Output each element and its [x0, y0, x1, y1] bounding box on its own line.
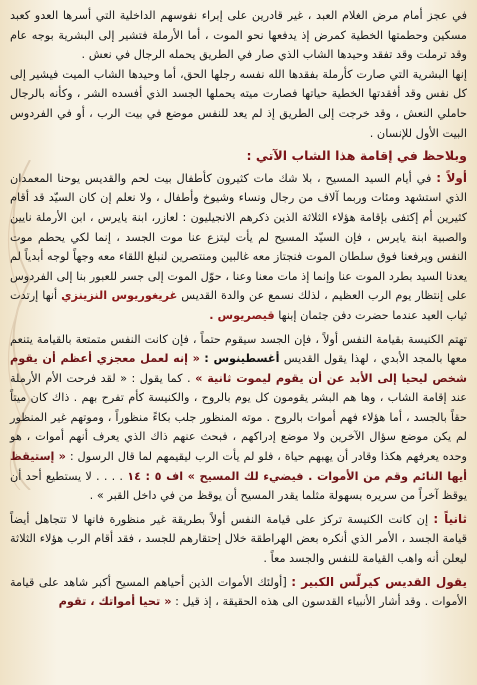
cyril-text: [أولئك الأموات الذين أحياهم المسيح أكبر شاهد على قيامة الأموات . وقد أشار الأنبياء القدسون الى هذه الحقيقة ، إذ قيل :	[10, 575, 467, 609]
point-second	[10, 510, 467, 569]
point-first-name: غريغوريوس النزينزي	[61, 289, 178, 303]
augustine-text-b: . كما يقول : « لقد فرحت الأم الأرملة عند إقامة الشاب ، وها هم البشر يقومون كل يوم بالروح ، والكنيسة كأم تفرح بهم . ذاك كان ميتاً حقاً بالجسد ، أما هؤلاء فهم أموات بالروح . موته المنظور جلب بكاءً منظوراً ، وموتهم غير المنظور لم يكن موضع سؤال الآخرين ولا موضع إدراكهم ، فبحث عنهم ذاك الذي يعرف أنهم أموات ، هو وحده يعرفهم هكذا وقادر أن يهبهم حياة ، فلو لم يأت الرب ليقيمهم لما قال الرسول :	[10, 371, 468, 464]
cyril-lead: يقول القديس كيرلّس الكبير :	[291, 574, 467, 589]
augustine-quote: « إنه لعمل معجزي أعظم أن يقوم شخص ليحيا إلى الأبد عن أن يقوم ليموت ثانية »	[10, 352, 468, 385]
augustine-text-c: . . . . لا يستطيع أحد أن يوقظ آخراً من سريره بسهولة مثلما يقدر المسيح أن يوقظ من في داخل القبر » .	[10, 469, 467, 503]
section-heading	[10, 146, 467, 167]
section-heading-text: وبلاحظ في إقامة هذا الشاب الآتي :	[246, 148, 467, 164]
point-first-text: في أيام السيد المسيح ، بلا شك مات كثيرون كأطفال بيت لحم والقديس يوحنا المعمدان الذي استشهد ومئات وربما آلاف من رجال ونساء وشيوخ وأطفال ، ولا نعلم إن كان السيّد قد أقام كثيرين أم إكتفى بإقامة هؤلاء الثلاثة الذين ذكرهم الانجيليون : لعازر، ابنة يايرس ، ابن الأرملة نايين والصبية ابنة يايرس ، فإن السيّد المسيح لم يأت ليتزع عنا موت الجسد ، إنما لكي يحطم موت النفس ويرفعنا فوق سلطان الموت فنجتاز معه غالبين ومنتصرين لنبلغ اللقاء معه وجهاً لوجه أبدياً لم يعدنا السيد بطرد الموت عنا وإنما إذ مات معنا وعنا ، حوّل الموت إلى جسر للعبور بنا إلى الفردوس على إنتظار يوم الرب العظيم ، لذلك نسمع عن والدة القديس	[10, 171, 468, 303]
point-first-text-2: أنها إرتدت ثياب العيد عندما حضرت دفن جثمان إبنها	[10, 289, 467, 322]
point-first-lead: أولاً :	[436, 170, 468, 185]
point-second-text: إن كانت الكنيسة تركز على قيامة النفس أولاً بطريقة غير منظورة فانها لا تتجاهل أيضاً قيامة الجسد ، الأمر الذي أنكره بعض الهراطقة خلال إحتقارهم للجسد ، فقد أقام الرب هؤلاء الثلاثة ليعلن أنه واهب القيامة للنفس والجسد معاً .	[10, 512, 467, 566]
augustine-text-a: تهتم الكنيسة بقيامة النفس أولاً ، فإن الجسد سيقوم حتماً ، فإن كانت النفس متمتعة بالقيامة يتنعم معها بالمجد الأبدي ، لهذا يقول القديس	[10, 332, 468, 366]
point-first	[10, 169, 467, 326]
paragraph-1: في عجز أمام مرض الغلام العبد ، غير قادرين على إبراء نفوسهم الداخلية التي أسرها العدو كعبد مسكين وحطمتها الخطية كمرض إذ يدفعها نحو الموت ، أما الأرملة فتشير إلى البشرية بوجه عام وقد ترملت وقد تفقد وحيدها الشاب الذي صار في الطريق يحمله الرجال في نعش .	[10, 9, 467, 62]
paragraph-cyril	[10, 573, 467, 612]
paragraph-augustine	[10, 330, 467, 506]
point-first-name-2: قيصريوس .	[209, 308, 275, 322]
cyril-quote: « تحيا أمواتك ، تقوم	[58, 595, 172, 609]
paragraph-2: إنها البشرية التي صارت كأرملة بفقدها الله نفسه رجلها الحق، أما وحيدها الشاب الميت فيشير إلى كل نفس وقد أفقدتها الخطية حياتها فصارت ميته يحملها الجسد الذي أفسده الشر ، وكأنه بالرجال حاملي النعش ، وقد خرجت إلى الطريق إذ لم يعد للنفس موضع في بيت الرب ، أو في الفردوس البيت الأول للإنسان .	[10, 67, 467, 140]
article-body	[10, 6, 467, 612]
augustine-quote-2: « إستيقظ أيها النائم وقم من الأموات . فيضيء لك المسيح » اف ٥ : ١٤	[10, 450, 468, 483]
point-second-lead: ثانياً :	[433, 511, 467, 526]
augustine-name: أغسطينوس :	[204, 352, 280, 366]
